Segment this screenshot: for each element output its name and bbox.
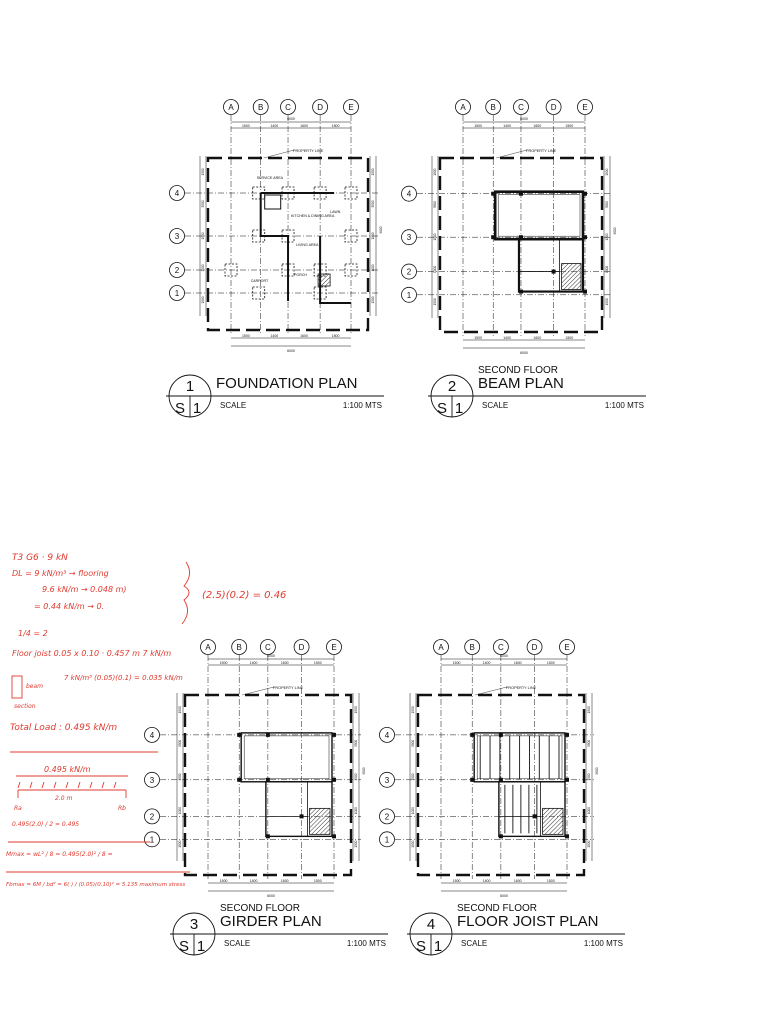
dimension-value: 1600 [280,661,289,665]
grid-label-A: A [228,103,234,112]
dimension-value: 1500 [546,661,555,665]
dimension-total: 9000 [379,226,383,234]
dimension-value: 1000 [201,264,205,272]
title-block [428,365,646,417]
grid-label-E: E [348,103,354,112]
column-post [491,235,495,239]
note-line: 0.495(2.0) / 2 = 0.495 [12,821,80,828]
note-line: = 0.44 kN/m → 0. [34,602,105,611]
dimension-value: 1500 [411,706,415,714]
grid-label-B: B [236,643,242,652]
grid-label-E: E [564,643,570,652]
dimension-total: 9000 [362,767,366,775]
grid-label-E: E [331,643,337,652]
dimension-value: 1500 [201,232,205,240]
note-line: section [14,703,36,710]
scale-label: SCALE [220,401,247,410]
grid-label-3: 3 [174,232,180,241]
column-post [565,834,569,838]
dimension-value: 1500 [331,124,340,128]
stair-opening [310,808,330,834]
note-line: DL = 9 kN/m³ → flooring [12,569,109,578]
grid-label-C: C [497,643,504,652]
column-post [266,834,270,838]
grid-label-1: 1 [384,835,390,845]
dimension-value: 1000 [411,807,415,815]
dimension-value: 1500 [474,336,482,340]
dimension-total: 9000 [613,227,617,235]
plan-number: 1 [185,378,195,395]
dimension-value: 1500 [241,124,250,128]
column-post [565,733,569,737]
grid-label-1: 1 [406,290,412,300]
column-post [499,834,503,838]
room-label: SERVICE AREA [256,176,284,180]
dimension-value: 1500 [565,124,574,128]
column-post [583,192,587,196]
dimension-value: 1400 [249,879,258,883]
grid-label-C: C [518,103,524,112]
dimension-value: 1500 [219,879,228,883]
plan-title: FLOOR JOIST PLAN [457,913,599,930]
dimension-value: 1500 [587,773,591,781]
grid-label-B: B [469,643,475,652]
dimension-value: 1000 [433,265,437,273]
dimension-value: 1500 [371,232,375,240]
column-post [332,778,336,782]
column-post [519,290,523,294]
dimension-value: 1000 [371,264,375,272]
grid-label-A: A [460,103,466,112]
dimension-value: 1500 [474,124,482,128]
grid-label-3: 3 [384,775,390,785]
plan-title: FOUNDATION PLAN [216,375,358,392]
note-line: Fbmax = 6M / bd² = 6( ) / (0.05)(0.10)² = 5.135 maximum stress [6,882,186,888]
dimension-value: 3500 [178,739,182,747]
dimension-value: 1500 [331,334,340,338]
sheet-letter: S [178,938,190,955]
dimension-value: 1500 [371,296,375,304]
grid-label-A: A [205,643,211,652]
dimension-value: 1500 [546,879,555,883]
room-label: PORCH [294,273,308,277]
dimension-total: 6000 [267,654,275,658]
scale-label: SCALE [482,401,509,410]
note-line: 2.0 m [55,795,73,802]
dimension-value: 3500 [605,201,609,209]
dimension-total: 6000 [267,894,275,898]
dimension-value: 1500 [178,706,182,714]
dimension-value: 1500 [565,336,574,340]
dimension-value: 1500 [433,233,437,241]
beam-frame-inner [244,736,329,779]
dimension-value: 1500 [354,773,358,781]
dimension-value: 1400 [482,661,491,665]
dimension-value: 1400 [270,124,279,128]
note-line: Total Load : 0.495 kN/m [10,723,118,733]
column-post [491,192,495,196]
room-label: CARPORT [250,279,269,283]
grid-label-1: 1 [149,835,155,845]
dimension-value: 1400 [270,334,279,338]
dimension-value: 1500 [354,840,358,848]
property-line-label: PROPERTY LINE [525,149,557,153]
dimension-value: 1600 [280,879,289,883]
grid-label-2: 2 [384,812,390,822]
grid-label-3: 3 [406,233,412,243]
property-line-label: PROPERTY LINE [293,149,324,153]
dimension-total: 6000 [500,654,508,658]
column-post [470,778,474,782]
sheet-letter: S [174,400,186,417]
column-post [533,814,537,818]
beam-frame-inner [498,195,580,236]
dimension-value: 1000 [587,807,591,815]
column-post [470,733,474,737]
dimension-value: 1400 [503,124,511,128]
grid-label-4: 4 [384,730,390,740]
plan-1 [166,100,384,418]
column-post [300,814,304,818]
dimension-total: 6000 [287,349,295,353]
note-line: (2.5)(0.2) = 0.46 [202,590,287,601]
dimension-value: 1500 [241,334,250,338]
plan-number: 4 [426,916,436,933]
column-post [237,778,241,782]
plan-title: GIRDER PLAN [220,913,322,930]
dimension-value: 3500 [433,201,437,209]
title-block [166,375,384,417]
grid-label-C: C [264,643,271,652]
grid-label-B: B [490,103,496,112]
plan-subtitle: SECOND FLOOR [457,903,538,914]
note-line: beam [26,683,44,690]
dimension-value: 1600 [533,336,542,340]
stair-block [265,195,281,209]
column-post [332,733,336,737]
property-line-label: PROPERTY LINE [505,686,537,690]
dimension-value: 1500 [313,661,322,665]
note-line: 1/4 = 2 [18,629,48,638]
dimension-value: 1500 [452,879,461,883]
sheet-letter: S [415,938,427,955]
room-label: LIVING AREA [296,243,319,247]
grid-label-2: 2 [406,267,412,277]
grid-label-D: D [531,643,538,652]
note-line: Mmax = wL² / 8 = 0.495(2.0)² / 8 = [6,851,113,858]
scale-value: 1:100 MTS [583,939,623,948]
grid-label-4: 4 [406,189,412,199]
dimension-value: 1400 [482,879,491,883]
dimension-value: 1500 [433,168,437,176]
dimension-value: 1500 [452,661,461,665]
note-line: 9.6 kN/m → 0.048 m) [42,585,127,594]
scale-value: 1:100 MTS [346,939,386,948]
dimension-total: 6000 [287,117,295,121]
dimension-value: 1600 [513,879,522,883]
hatched-area [318,274,330,286]
grid-label-3: 3 [149,775,155,785]
grid-label-4: 4 [149,730,155,740]
plan-3 [145,640,389,956]
plans-layer [145,100,647,956]
beam-frame-upper [495,192,583,239]
grid-label-D: D [317,103,323,112]
column-post [237,733,241,737]
column-post [266,733,270,737]
dimension-value: 1000 [178,807,182,815]
plan-2 [402,100,647,418]
grid-label-2: 2 [149,812,155,822]
column-post [583,290,587,294]
column-post [583,235,587,239]
grid-label-2: 2 [174,266,180,275]
dimension-value: 3500 [354,739,358,747]
dimension-value: 1500 [178,773,182,781]
dimension-value: 1600 [300,334,308,338]
dimension-value: 1600 [513,661,522,665]
dimension-value: 1600 [533,124,542,128]
note-line: Ra [14,805,22,812]
dimension-value: 3500 [411,739,415,747]
plan-4 [380,640,626,956]
dimension-total: 6000 [520,351,528,355]
note-line: T3 G6 · 9 kN [12,553,68,563]
dimension-value: 1400 [503,336,511,340]
note-line: Floor joist 0.05 x 0.10 · 0.457 m 7 kN/m [12,649,172,658]
note-line: Rb [118,805,126,812]
column-post [552,270,556,274]
grid-label-B: B [258,103,264,112]
dimension-value: 1500 [201,168,205,176]
sheet-number: 1 [192,400,202,417]
column-post [519,192,523,196]
stair-opening [562,264,581,290]
title-block [170,903,388,955]
plan-subtitle: SECOND FLOOR [478,365,559,376]
dimension-value: 1500 [587,840,591,848]
dimension-value: 1500 [354,706,358,714]
grid-label-D: D [298,643,305,652]
room-label: KITCHEN & DINING AREA [291,214,335,218]
dimension-value: 3500 [587,739,591,747]
dimension-value: 1500 [219,661,228,665]
grid-label-A: A [438,643,444,652]
note-line: 0.495 kN/m [44,765,91,774]
beam-frame-upper [241,733,332,782]
scale-value: 1:100 MTS [604,401,644,410]
grid-label-E: E [582,103,588,112]
dimension-value: 1500 [411,773,415,781]
dimension-value: 1500 [313,879,322,883]
dimension-value: 1400 [249,661,258,665]
dimension-value: 1000 [354,807,358,815]
title-block [407,903,625,955]
room-label: LAWN [330,210,341,214]
dimension-value: 1500 [411,840,415,848]
dimension-value: 1500 [605,298,609,306]
plan-title: BEAM PLAN [478,375,564,392]
scale-label: SCALE [461,939,488,948]
grid-label-1: 1 [174,289,180,298]
sheet-number: 1 [454,400,464,417]
dimension-value: 1500 [178,840,182,848]
dimension-value: 1600 [300,124,308,128]
dimension-value: 3500 [201,200,205,208]
note-line: 7 kN/m³ (0.05)(0.1) = 0.035 kN/m [64,674,183,682]
grid-label-C: C [285,103,291,112]
scale-label: SCALE [224,939,251,948]
dimension-value: 1500 [433,298,437,306]
dimension-value: 1000 [605,265,609,273]
dimension-total: 9000 [595,767,599,775]
scale-value: 1:100 MTS [342,401,382,410]
stair-opening [543,808,563,834]
dimension-value: 3500 [371,200,375,208]
plan-subtitle: SECOND FLOOR [220,903,301,914]
property-line-label: PROPERTY LINE [272,686,304,690]
dimension-value: 1500 [201,296,205,304]
sheet-number: 1 [196,938,206,955]
dimension-value: 1500 [371,168,375,176]
sheet-number: 1 [433,938,443,955]
dimension-total: 6000 [500,894,508,898]
grid-label-D: D [550,103,557,112]
column-post [519,235,523,239]
plan-number: 3 [189,916,199,933]
column-post [565,778,569,782]
grid-label-4: 4 [174,189,180,198]
column-post [266,778,270,782]
dimension-value: 1500 [587,706,591,714]
dimension-value: 1500 [605,168,609,176]
plan-number: 2 [447,378,457,395]
dimension-total: 6000 [520,117,528,121]
dimension-value: 1500 [605,233,609,241]
column-post [332,834,336,838]
sheet-letter: S [436,400,448,417]
